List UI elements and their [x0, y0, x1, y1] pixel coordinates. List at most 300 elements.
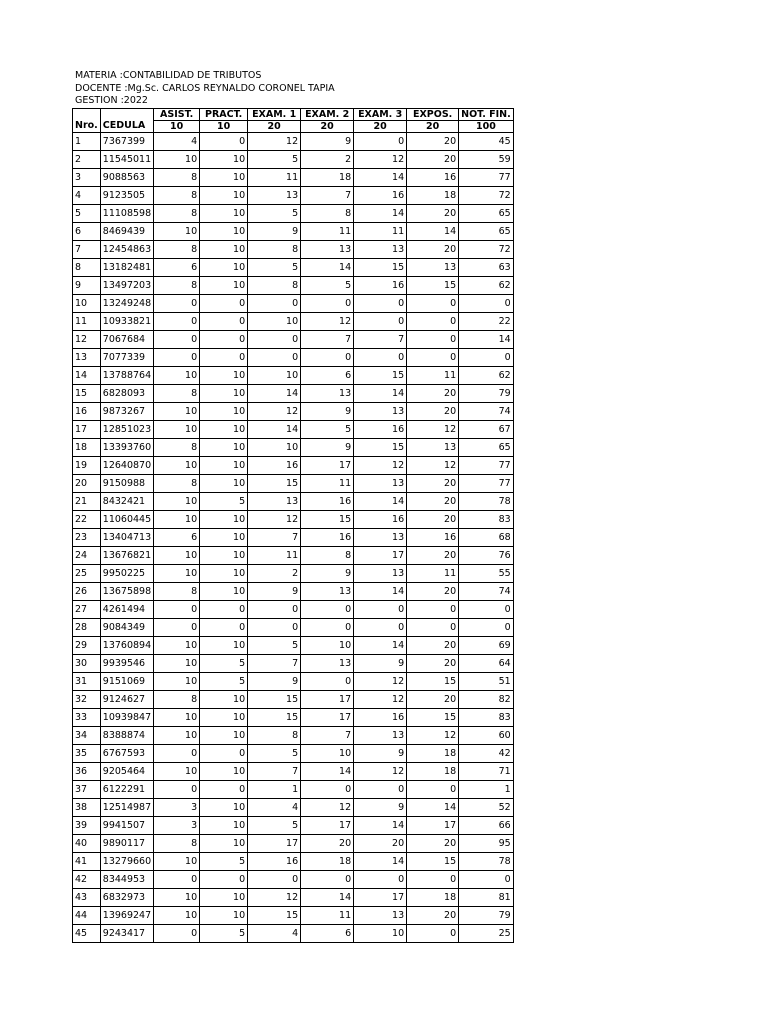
- score-cell: 79: [459, 907, 514, 925]
- row-number-cell: 2: [73, 151, 101, 169]
- score-cell: 4: [154, 133, 200, 151]
- column-max-score: 100: [459, 121, 514, 133]
- id-number-cell: 9950225: [100, 565, 153, 583]
- score-cell: 14: [301, 259, 354, 277]
- score-cell: 8: [154, 475, 200, 493]
- score-cell: 10: [200, 259, 248, 277]
- row-number-cell: 45: [73, 925, 101, 943]
- score-cell: 14: [354, 583, 407, 601]
- id-number-cell: 11060445: [100, 511, 153, 529]
- score-cell: 0: [354, 601, 407, 619]
- score-cell: 0: [200, 745, 248, 763]
- score-cell: 0: [459, 349, 514, 367]
- score-cell: 10: [200, 817, 248, 835]
- score-cell: 16: [301, 529, 354, 547]
- score-cell: 10: [200, 691, 248, 709]
- score-cell: 9: [354, 745, 407, 763]
- score-cell: 14: [407, 799, 459, 817]
- id-number-cell: 13404713: [100, 529, 153, 547]
- row-number-cell: 23: [73, 529, 101, 547]
- score-cell: 8: [154, 835, 200, 853]
- score-cell: 12: [248, 133, 301, 151]
- score-cell: 0: [200, 331, 248, 349]
- score-cell: 15: [354, 367, 407, 385]
- id-number-cell: 13279660: [100, 853, 153, 871]
- score-cell: 0: [459, 295, 514, 313]
- id-number-cell: 10933821: [100, 313, 153, 331]
- score-cell: 17: [354, 889, 407, 907]
- score-cell: 10: [200, 529, 248, 547]
- id-number-cell: 9124627: [100, 691, 153, 709]
- row-number-cell: 19: [73, 457, 101, 475]
- id-number-cell: 8432421: [100, 493, 153, 511]
- score-cell: 72: [459, 241, 514, 259]
- score-cell: 10: [200, 223, 248, 241]
- table-row: [73, 511, 514, 529]
- score-cell: 0: [154, 781, 200, 799]
- row-number-cell: 24: [73, 547, 101, 565]
- score-cell: 13: [301, 241, 354, 259]
- score-cell: 18: [407, 187, 459, 205]
- score-cell: 0: [154, 331, 200, 349]
- column-max-score: 20: [354, 121, 407, 133]
- score-cell: 20: [407, 835, 459, 853]
- score-cell: 0: [200, 781, 248, 799]
- table-row: [73, 151, 514, 169]
- score-cell: 12: [407, 421, 459, 439]
- score-cell: 10: [154, 547, 200, 565]
- row-number-cell: 3: [73, 169, 101, 187]
- table-row: [73, 727, 514, 745]
- table-row: [73, 745, 514, 763]
- score-cell: 0: [248, 619, 301, 637]
- table-row: [73, 277, 514, 295]
- score-cell: 18: [407, 763, 459, 781]
- score-cell: 16: [407, 529, 459, 547]
- score-cell: 10: [154, 151, 200, 169]
- row-number-cell: 42: [73, 871, 101, 889]
- id-number-cell: 6767593: [100, 745, 153, 763]
- score-cell: 8: [301, 547, 354, 565]
- score-cell: 9: [248, 673, 301, 691]
- score-cell: 12: [354, 457, 407, 475]
- score-cell: 65: [459, 439, 514, 457]
- score-cell: 64: [459, 655, 514, 673]
- score-cell: 0: [354, 871, 407, 889]
- row-number-cell: 21: [73, 493, 101, 511]
- row-number-cell: 15: [73, 385, 101, 403]
- score-cell: 8: [154, 241, 200, 259]
- score-cell: 14: [407, 223, 459, 241]
- score-cell: 14: [354, 169, 407, 187]
- score-cell: 22: [459, 313, 514, 331]
- score-cell: 18: [301, 169, 354, 187]
- row-number-cell: 43: [73, 889, 101, 907]
- score-cell: 65: [459, 205, 514, 223]
- score-cell: 16: [354, 709, 407, 727]
- score-cell: 10: [154, 637, 200, 655]
- row-number-cell: 16: [73, 403, 101, 421]
- score-cell: 17: [301, 691, 354, 709]
- row-number-cell: 20: [73, 475, 101, 493]
- row-number-cell: 9: [73, 277, 101, 295]
- score-cell: 5: [200, 493, 248, 511]
- score-cell: 95: [459, 835, 514, 853]
- header-blank-cell: [100, 109, 153, 121]
- score-cell: 6: [301, 367, 354, 385]
- score-cell: 10: [301, 637, 354, 655]
- score-cell: 16: [301, 493, 354, 511]
- score-cell: 10: [248, 313, 301, 331]
- score-cell: 10: [200, 169, 248, 187]
- score-cell: 77: [459, 169, 514, 187]
- score-cell: 10: [200, 457, 248, 475]
- score-cell: 5: [301, 421, 354, 439]
- score-cell: 3: [154, 799, 200, 817]
- table-row: [73, 259, 514, 277]
- score-cell: 10: [154, 367, 200, 385]
- score-cell: 13: [354, 907, 407, 925]
- score-cell: 0: [459, 619, 514, 637]
- column-max-score: 20: [301, 121, 354, 133]
- score-cell: 78: [459, 493, 514, 511]
- score-cell: 59: [459, 151, 514, 169]
- row-number-cell: 39: [73, 817, 101, 835]
- score-cell: 0: [154, 295, 200, 313]
- score-cell: 20: [407, 133, 459, 151]
- score-cell: 0: [154, 349, 200, 367]
- score-cell: 13: [354, 565, 407, 583]
- table-row: [73, 655, 514, 673]
- id-number-cell: 13675898: [100, 583, 153, 601]
- score-cell: 12: [407, 727, 459, 745]
- row-number-cell: 32: [73, 691, 101, 709]
- score-cell: 10: [154, 727, 200, 745]
- score-cell: 15: [407, 709, 459, 727]
- score-cell: 13: [301, 583, 354, 601]
- score-cell: 15: [248, 709, 301, 727]
- score-cell: 0: [200, 601, 248, 619]
- score-cell: 45: [459, 133, 514, 151]
- score-cell: 0: [459, 871, 514, 889]
- score-cell: 0: [154, 925, 200, 943]
- score-cell: 15: [301, 511, 354, 529]
- score-cell: 4: [248, 925, 301, 943]
- score-cell: 16: [407, 169, 459, 187]
- score-cell: 12: [354, 151, 407, 169]
- score-cell: 10: [200, 205, 248, 223]
- row-number-cell: 8: [73, 259, 101, 277]
- score-cell: 5: [248, 745, 301, 763]
- column-header: EXAM. 2: [301, 109, 354, 121]
- score-cell: 0: [354, 781, 407, 799]
- score-cell: 7: [301, 331, 354, 349]
- table-row: [73, 889, 514, 907]
- id-number-cell: 8469439: [100, 223, 153, 241]
- row-number-cell: 37: [73, 781, 101, 799]
- score-cell: 10: [154, 421, 200, 439]
- score-cell: 0: [248, 295, 301, 313]
- score-cell: 25: [459, 925, 514, 943]
- table-row: [73, 925, 514, 943]
- score-cell: 62: [459, 367, 514, 385]
- id-number-cell: 9151069: [100, 673, 153, 691]
- table-row: [73, 637, 514, 655]
- score-cell: 20: [354, 835, 407, 853]
- score-cell: 15: [248, 691, 301, 709]
- score-cell: 0: [301, 871, 354, 889]
- row-number-cell: 35: [73, 745, 101, 763]
- score-cell: 10: [200, 421, 248, 439]
- table-row: [73, 403, 514, 421]
- score-cell: 12: [354, 763, 407, 781]
- score-cell: 10: [154, 565, 200, 583]
- table-row: [73, 241, 514, 259]
- table-row: [73, 475, 514, 493]
- score-cell: 10: [248, 439, 301, 457]
- id-number-cell: 6832973: [100, 889, 153, 907]
- score-cell: 20: [407, 637, 459, 655]
- id-number-cell: 8344953: [100, 871, 153, 889]
- score-cell: 63: [459, 259, 514, 277]
- row-number-cell: 12: [73, 331, 101, 349]
- score-cell: 0: [407, 871, 459, 889]
- table-row: [73, 421, 514, 439]
- column-header: NOT. FIN.: [459, 109, 514, 121]
- table-row: [73, 691, 514, 709]
- id-number-cell: 13182481: [100, 259, 153, 277]
- table-row: [73, 673, 514, 691]
- table-row: [73, 601, 514, 619]
- row-number-cell: 27: [73, 601, 101, 619]
- score-cell: 10: [154, 403, 200, 421]
- row-number-cell: 4: [73, 187, 101, 205]
- table-row: [73, 907, 514, 925]
- score-cell: 0: [354, 619, 407, 637]
- score-cell: 20: [407, 907, 459, 925]
- table-row: [73, 133, 514, 151]
- score-cell: 10: [200, 709, 248, 727]
- score-cell: 0: [354, 313, 407, 331]
- score-cell: 14: [248, 385, 301, 403]
- score-cell: 17: [301, 709, 354, 727]
- score-cell: 67: [459, 421, 514, 439]
- score-cell: 13: [354, 727, 407, 745]
- id-number-cell: 13249248: [100, 295, 153, 313]
- score-cell: 10: [301, 745, 354, 763]
- score-cell: 0: [200, 619, 248, 637]
- score-cell: 8: [248, 241, 301, 259]
- score-cell: 10: [154, 907, 200, 925]
- score-cell: 8: [154, 187, 200, 205]
- table-row: [73, 331, 514, 349]
- table-row: [73, 835, 514, 853]
- score-cell: 16: [354, 421, 407, 439]
- score-cell: 42: [459, 745, 514, 763]
- score-cell: 0: [154, 313, 200, 331]
- id-number-cell: 6122291: [100, 781, 153, 799]
- score-cell: 0: [154, 871, 200, 889]
- id-number-cell: 13676821: [100, 547, 153, 565]
- score-cell: 0: [248, 349, 301, 367]
- score-cell: 0: [248, 331, 301, 349]
- row-number-cell: 14: [73, 367, 101, 385]
- row-number-cell: 44: [73, 907, 101, 925]
- table-row: [73, 871, 514, 889]
- table-body: [73, 133, 514, 943]
- score-cell: 20: [407, 403, 459, 421]
- score-cell: 51: [459, 673, 514, 691]
- score-cell: 14: [459, 331, 514, 349]
- score-cell: 20: [407, 511, 459, 529]
- score-cell: 8: [301, 205, 354, 223]
- score-cell: 16: [248, 853, 301, 871]
- row-number-cell: 29: [73, 637, 101, 655]
- id-number-cell: 12454863: [100, 241, 153, 259]
- id-number-cell: 12514987: [100, 799, 153, 817]
- score-cell: 8: [154, 385, 200, 403]
- score-cell: 9: [301, 403, 354, 421]
- score-cell: 10: [200, 151, 248, 169]
- score-cell: 15: [407, 277, 459, 295]
- score-cell: 0: [354, 349, 407, 367]
- score-cell: 8: [154, 205, 200, 223]
- table-row: [73, 529, 514, 547]
- score-cell: 68: [459, 529, 514, 547]
- score-cell: 15: [407, 853, 459, 871]
- score-cell: 13: [407, 439, 459, 457]
- id-number-cell: 10939847: [100, 709, 153, 727]
- score-cell: 5: [200, 925, 248, 943]
- row-number-cell: 36: [73, 763, 101, 781]
- id-number-cell: 9941507: [100, 817, 153, 835]
- id-number-cell: 13760894: [100, 637, 153, 655]
- score-cell: 10: [200, 439, 248, 457]
- id-number-cell: 4261494: [100, 601, 153, 619]
- score-cell: 17: [354, 547, 407, 565]
- column-header: EXAM. 1: [248, 109, 301, 121]
- score-cell: 82: [459, 691, 514, 709]
- grades-table: [72, 108, 514, 943]
- score-cell: 14: [354, 385, 407, 403]
- table-row: [73, 799, 514, 817]
- score-cell: 15: [407, 673, 459, 691]
- score-cell: 6: [154, 259, 200, 277]
- score-cell: 83: [459, 709, 514, 727]
- score-cell: 11: [354, 223, 407, 241]
- score-cell: 7: [354, 331, 407, 349]
- score-cell: 0: [200, 295, 248, 313]
- score-cell: 9: [354, 655, 407, 673]
- score-cell: 69: [459, 637, 514, 655]
- id-number-cell: 9088563: [100, 169, 153, 187]
- score-cell: 20: [407, 475, 459, 493]
- score-cell: 7: [301, 187, 354, 205]
- score-cell: 0: [301, 781, 354, 799]
- column-header: EXPOS.: [407, 109, 459, 121]
- table-row: [73, 295, 514, 313]
- table-row: [73, 187, 514, 205]
- table-row: [73, 565, 514, 583]
- score-cell: 12: [354, 673, 407, 691]
- score-cell: 10: [200, 835, 248, 853]
- row-number-cell: 38: [73, 799, 101, 817]
- score-cell: 8: [154, 277, 200, 295]
- table-row: [73, 205, 514, 223]
- score-cell: 13: [248, 187, 301, 205]
- table-row: [73, 853, 514, 871]
- id-number-cell: 9123505: [100, 187, 153, 205]
- score-cell: 72: [459, 187, 514, 205]
- score-cell: 10: [154, 709, 200, 727]
- table-row: [73, 493, 514, 511]
- score-cell: 5: [200, 655, 248, 673]
- column-header: PRACT.: [200, 109, 248, 121]
- score-cell: 14: [354, 493, 407, 511]
- score-cell: 0: [407, 331, 459, 349]
- score-cell: 10: [154, 493, 200, 511]
- score-cell: 13: [354, 475, 407, 493]
- id-number-cell: 8388874: [100, 727, 153, 745]
- table-row: [73, 313, 514, 331]
- score-cell: 10: [200, 277, 248, 295]
- score-cell: 5: [248, 637, 301, 655]
- score-cell: 10: [200, 403, 248, 421]
- column-header: CEDULA: [100, 121, 153, 133]
- score-cell: 8: [248, 727, 301, 745]
- score-cell: 13: [407, 259, 459, 277]
- score-cell: 2: [301, 151, 354, 169]
- score-cell: 0: [407, 601, 459, 619]
- score-cell: 13: [354, 529, 407, 547]
- score-cell: 8: [248, 277, 301, 295]
- id-number-cell: 12851023: [100, 421, 153, 439]
- score-cell: 5: [200, 853, 248, 871]
- row-number-cell: 13: [73, 349, 101, 367]
- score-cell: 20: [407, 205, 459, 223]
- score-cell: 78: [459, 853, 514, 871]
- score-cell: 0: [459, 601, 514, 619]
- score-cell: 10: [200, 565, 248, 583]
- column-header: Nro.: [73, 121, 101, 133]
- score-cell: 10: [200, 763, 248, 781]
- score-cell: 10: [200, 547, 248, 565]
- score-cell: 0: [354, 295, 407, 313]
- score-cell: 83: [459, 511, 514, 529]
- score-cell: 6: [301, 925, 354, 943]
- score-cell: 14: [354, 853, 407, 871]
- score-cell: 11: [248, 169, 301, 187]
- row-number-cell: 34: [73, 727, 101, 745]
- score-cell: 20: [407, 493, 459, 511]
- score-cell: 12: [354, 691, 407, 709]
- table-row: [73, 169, 514, 187]
- table-header: [73, 109, 514, 133]
- row-number-cell: 41: [73, 853, 101, 871]
- score-cell: 20: [407, 151, 459, 169]
- table-row: [73, 709, 514, 727]
- score-cell: 13: [248, 493, 301, 511]
- score-cell: 5: [248, 259, 301, 277]
- score-cell: 6: [154, 529, 200, 547]
- table-row: [73, 817, 514, 835]
- score-cell: 10: [248, 367, 301, 385]
- header-blank-cell: [73, 109, 101, 121]
- score-cell: 16: [354, 187, 407, 205]
- score-cell: 13: [354, 241, 407, 259]
- score-cell: 10: [154, 889, 200, 907]
- score-cell: 14: [354, 817, 407, 835]
